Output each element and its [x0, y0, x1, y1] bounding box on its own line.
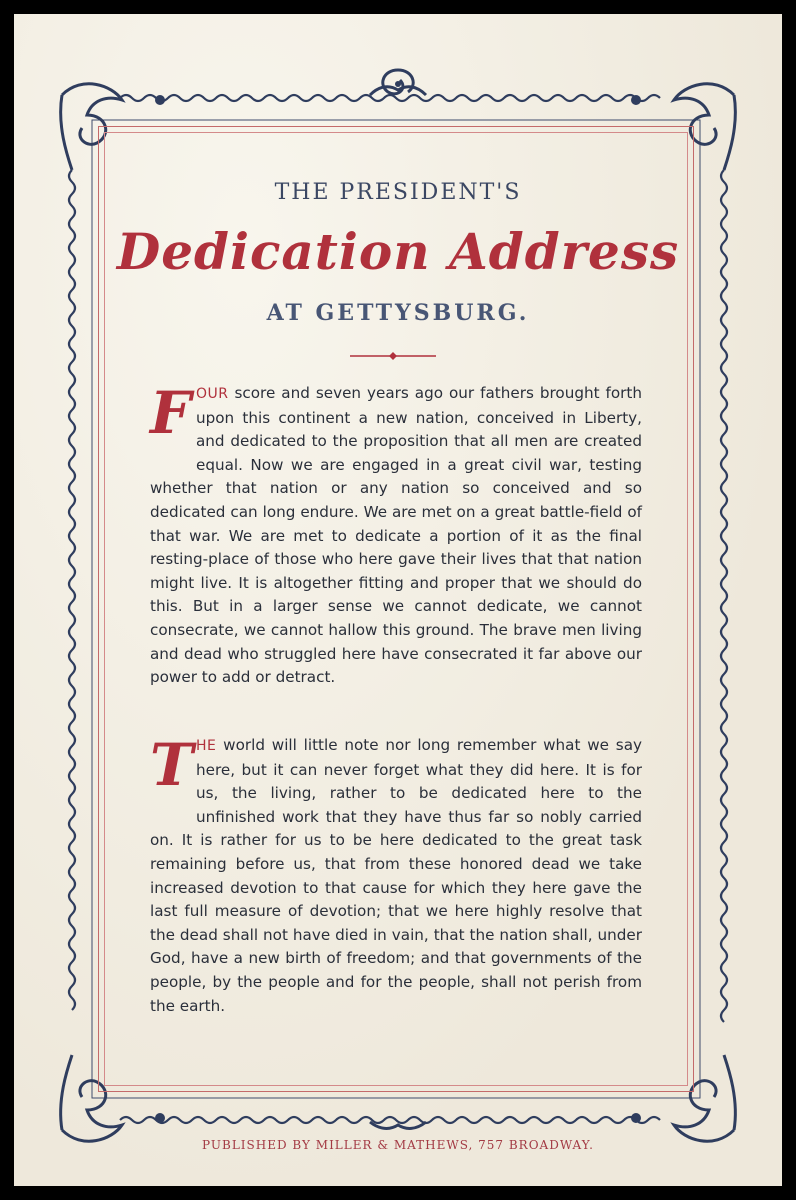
drop-cap-2: T	[150, 731, 194, 799]
publisher-line: PUBLISHED BY MILLER & MATHEWS, 757 BROADWAY.	[202, 1138, 594, 1152]
paragraph-2-body: world will little note nor long remember what we say here, but it can never forget what they did here. It is for us, the living, rather to be dedicated here to the unfinished work that they have thus far so nobly carried on. It is rather for us to be here dedicated to the great task remaining before us, that from these honored dead we take increased devotion to that cause for which they here gave the last full measure of devotion; that we here highly resolve that the dead shall not have died in vain, that the nation shall, under God, have a new birth of freedom; and that governments of the people, by the people and for the people, shall not perish from the earth.	[150, 736, 642, 1015]
paragraph-1	[150, 379, 642, 690]
paragraph-2	[150, 731, 642, 1018]
heading-line-1: THE PRESIDENT'S	[274, 180, 522, 205]
drop-cap-1: F	[150, 379, 192, 447]
lead-in-1: OUR	[196, 386, 229, 402]
paragraph-1-body: score and seven years ago our fathers brought forth upon this continent a new nation, conceived in Liberty, and dedicated to the proposition that all men are created equal. Now we are engaged in a great civil war, testing whether that nation or any nation so conceived and so dedicated can long endure. We are met on a great battle-field of that war. We are met to dedicate a portion of it as the final resting-place of those who here gave their lives that that nation might live. It is altogether fitting and proper that we should do this. But in a larger sense we cannot dedicate, we cannot consecrate, we cannot hallow this ground. The brave men living and dead who struggled here have consecrated it far above our power to add or detract.	[150, 384, 642, 687]
heading-line-3: AT GETTYSBURG.	[266, 300, 530, 326]
heading-line-2: Dedication Address	[116, 222, 680, 281]
lead-in-2: HE	[196, 738, 217, 754]
divider-ornament	[348, 350, 438, 362]
